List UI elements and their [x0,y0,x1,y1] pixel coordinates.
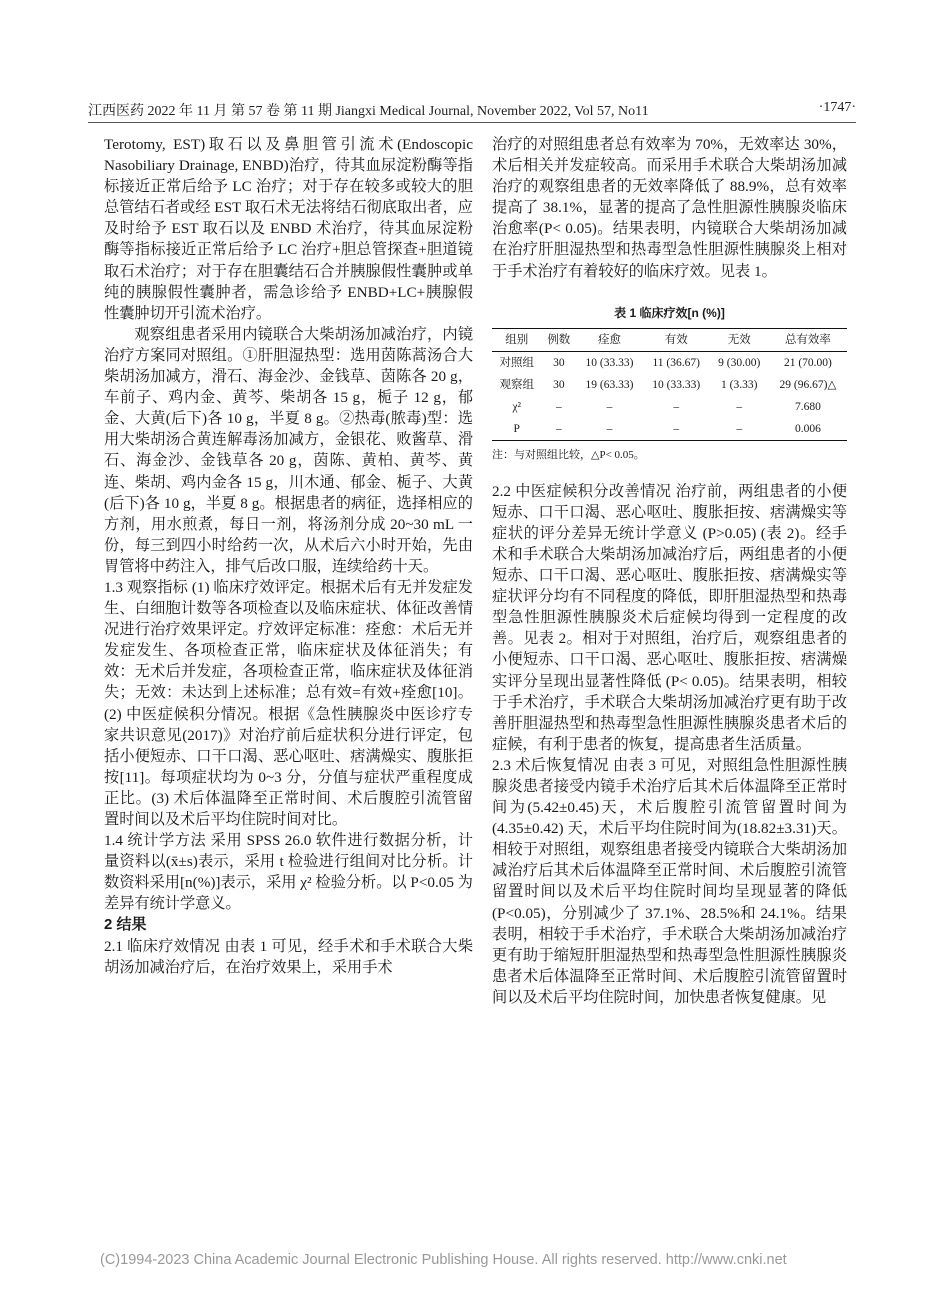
table-cell: – [673,400,680,413]
table-cell: χ² [512,400,522,413]
table-header-cell: 组别 [492,328,541,351]
table-1-title: 表 1 临床疗效[n (%)] [614,305,725,320]
table-header-cell: 痊愈 [576,328,643,351]
table-header-cell: 无效 [710,328,769,351]
table-cell: – [736,400,743,413]
table-row [492,374,847,396]
table-cell: 10 (33.33) [652,378,701,391]
table-cell: 0.006 [795,422,821,435]
table-cell: 29 (96.67)△ [779,378,837,391]
table-cell: – [606,422,613,435]
table-cell: 1 (3.33) [721,378,758,391]
table-cell: 30 [553,356,565,369]
section-2-results-heading: 2 结果 [104,916,147,934]
journal-info: 江西医药 2022 年 11 月 第 57 卷 第 11 期 Jiangxi Medical Journal, November 2022, Vol 57, No11 [88,104,649,119]
section-1-3-indicators: 1.3 观察指标 (1) 临床疗效评定。根据术后有无并发症发生、白细胞计数等各项检查以及临床症状、体征改善情况进行治疗效果评定。疗效评定标准：痊愈：术后无并发症发生、各项检查正常，临床症状及体征消失；有效：无术后并发症，各项检查正常，临床症状及体征消失；无效：未达到上述标准；总有效=有效+痊愈[10]。(2) 中医症候积分情况。根据《急性胰腺炎中医诊疗专家共识意见(2017)》对治疗前后症状积分进行评定，包括小便短赤、口干口渴、恶心呕吐、痞满燥实、腹胀拒按[11]。每项症状均为 0~3 分，分值与症状严重程度成正比。(3) 术后体温降至正常时间、术后腹腔引流管留置时间以及术后平均住院时间对比。 [104,578,473,828]
table-cell: – [673,422,680,435]
table-header-cell: 例数 [541,328,576,351]
table-cell: – [736,422,743,435]
table-cell: 7.680 [795,400,821,413]
table-cell: – [606,400,613,413]
table-header-cell: 有效 [643,328,710,351]
section-2-1-efficacy: 2.1 临床疗效情况 由表 1 可见，经手术和手术联合大柴胡汤加减治疗后，在治疗效果上，采用手术 [104,937,473,976]
table-row [492,396,847,418]
left-column [104,134,473,978]
table-1-clinical-efficacy [492,328,847,441]
table-cell: 21 (70.00) [783,356,832,369]
table-cell: 19 (63.33) [585,378,634,391]
table-cell: 观察组 [499,378,534,391]
paragraph-efficacy-continued: 治疗的对照组患者总有效率为 70%，无效率达 30%，术后相关并发症较高。而采用手术联合大柴胡汤加减治疗的观察组患者的无效率降低了 88.9%，总有效率提高了 38.1%，显著的提高了急性胆源性胰腺炎临床治愈率(P< 0.05)。结果表明，内镜联合大柴胡汤加减在治疗肝胆湿热型和热毒型急性胆源性胰腺炎上相对于手术治疗有着较好的临床疗效。见表 1。 [492,136,847,280]
table-cell: 9 (30.00) [718,356,761,369]
right-column [492,134,847,1008]
paragraph-endoscopic-treatment: Terotomy, EST)取石以及鼻胆管引流术(Endoscopic Nasobiliary Drainage, ENBD)治疗，待其血尿淀粉酶等指标接近正常后给予 LC 治疗；对于存在较多或较大的胆总管结石者或经 EST 取石术无法将结石彻底取出者，应及时给予 EST 取石以及 ENBD 术治疗，待其血尿淀粉酶等指标接近正常后给予 LC 治疗+胆总管探查+胆道镜取石术治疗；对于存在胆囊结石合并胰腺假性囊肿或单纯的胰腺假性囊肿者，需急诊给予 ENBD+LC+胰腺假性囊肿切开引流术治疗。 [104,136,473,322]
table-cell: P [513,422,520,435]
table-cell: – [555,400,562,413]
table-cell: 10 (33.33) [585,356,634,369]
header-rule [88,122,856,123]
table-cell: – [555,422,562,435]
table-1-note: 注：与对照组比较，△P< 0.05。 [492,448,645,461]
table-header-cell: 总有效率 [769,328,847,351]
table-row [492,418,847,441]
table-cell: 11 (36.67) [652,356,700,369]
table-cell: 对照组 [499,356,534,369]
section-2-3-recovery: 2.3 术后恢复情况 由表 3 可见，对照组急性胆源性胰腺炎患者接受内镜手术治疗后其术后体温降至正常时间为(5.42±0.45)天，术后腹腔引流管留置时间为 (4.35±0.42) 天，术后平均住院时间为(18.82±3.31)天。相较于对照组，观察组患者接受内镜联合大柴胡汤加减治疗后其术后体温降至正常时间、术后腹腔引流管留置时间以及术后平均住院时间均呈现显著的降低(P<0.05)，分别减少了 37.1%、28.5%和 24.1%。结果表明，相较于手术治疗，手术联合大柴胡汤加减治疗更有助于缩短肝胆湿热型和热毒型急性胆源性胰腺炎患者术后体温降至正常时间、术后腹腔引流管留置时间以及术后平均住院时间，加快患者恢复健康。见 [492,756,847,1006]
paragraph-observation-group: 观察组患者采用内镜联合大柴胡汤加减治疗，内镜治疗方案同对照组。①肝胆湿热型：选用茵陈蒿汤合大柴胡汤加减方，滑石、海金沙、金钱草、茵陈各 20 g，车前子、鸡内金、黄芩、柴胡各 15 g，栀子 12 g，郁金、大黄(后下)各 10 g，半夏 8 g。②热毒(脓毒)型：选用大柴胡汤合黄连解毒汤加减方，金银花、败酱草、滑石、海金沙、金钱草各 20 g，茵陈、黄柏、黄芩、黄连、柴胡、鸡内金各 15 g，川木通、郁金、栀子、大黄(后下)各 10 g，半夏 8 g。根据患者的病征，选择相应的方剂，用水煎煮，每日一剂，将汤剂分成 20~30 mL 一份，每三到四小时给药一次，从术后六小时开始，先由胃管将中药注入，排气后改口服，连续给药十天。 [104,325,473,575]
section-2-2-tcm-scores: 2.2 中医症候积分改善情况 治疗前，两组患者的小便短赤、口干口渴、恶心呕吐、腹胀拒按、痞满燥实等症状的评分差异无统计学意义 (P>0.05) (表 2)。经手术和手术联合大柴胡汤加减治疗后，两组患者的小便短赤、口干口渴、恶心呕吐、腹胀拒按、痞满燥实等症状评分均有不同程度的降低，即肝胆湿热型和热毒型急性胆源性胰腺炎术后症候均得到一定程度的改善。见表 2。相对于对照组，治疗后，观察组患者的小便短赤、口干口渴、恶心呕吐、腹胀拒按、痞满燥实评分呈现出显著性降低 (P< 0.05)。结果表明，相较于手术治疗，手术联合大柴胡汤加减治疗更有助于改善肝胆湿热型和热毒型急性胆源性胰腺炎患者术后的症候，有利于患者的恢复，提高患者生活质量。 [492,482,847,753]
table-header-row [492,328,847,351]
table-cell: 30 [553,378,565,391]
section-1-4-statistics: 1.4 统计学方法 采用 SPSS 26.0 软件进行数据分析，计量资料以(x̄±s)表示，采用 t 检验进行组间对比分析。计数资料采用[n(%)]表示，采用 χ² 检验分析。以 P<0.05 为差异有统计学意义。 [104,832,473,913]
running-header [88,100,856,124]
copyright-footer: (C)1994-2023 China Academic Journal Electronic Publishing House. All rights reserved. http://www.cnki.net [100,1252,787,1268]
table-row [492,351,847,374]
page-number: ·1747· [818,100,856,115]
